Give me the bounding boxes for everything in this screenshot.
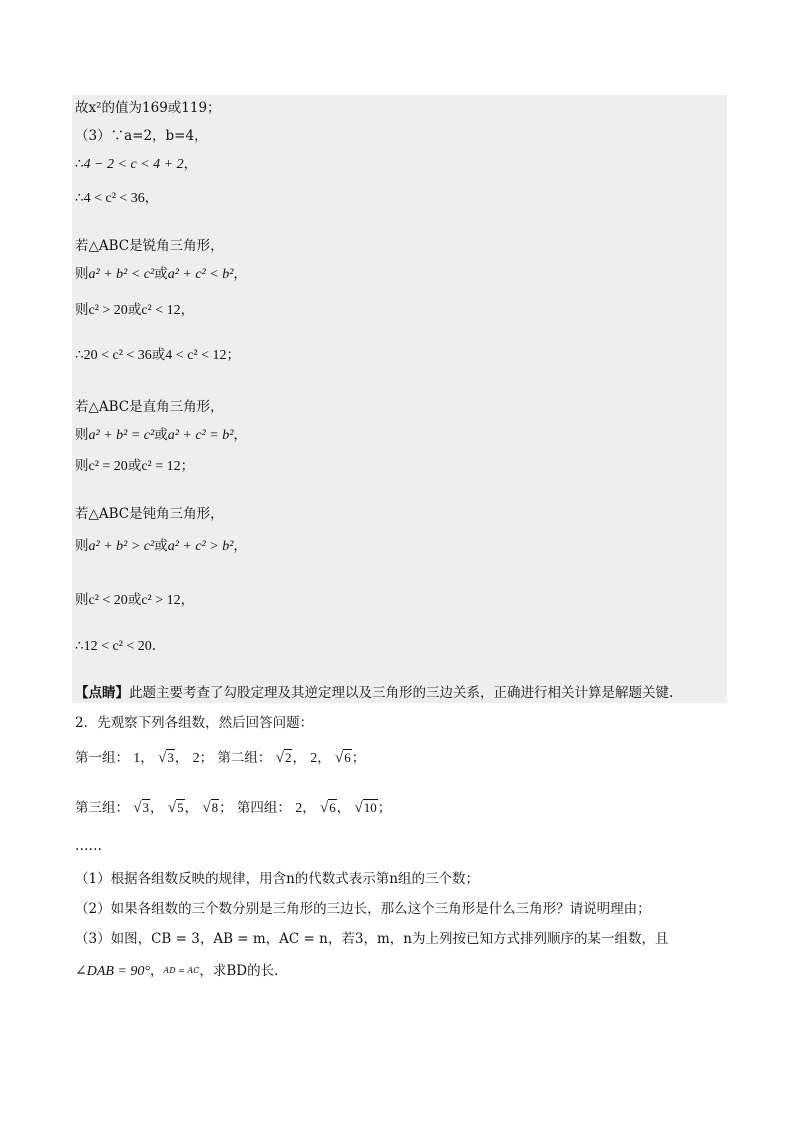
separator: ， [302,800,316,816]
math-expression: 12 < c² < 20 [83,639,152,654]
solution-line-2: （3）∵a=2，b=4， [75,128,208,144]
solution-line-4 [75,188,158,209]
punctuation: ； [226,347,240,363]
therefore-symbol: ∴ [75,190,84,206]
then-label: 则 [75,302,89,318]
math-expression: 4 < c² < 36 [83,191,145,206]
punctuation: . [151,638,157,654]
groups-row-1 [75,748,365,769]
sqrt-expression: √5 [167,800,184,816]
question-3-line-1: （3）如图，CB = 3，AB = m，AC = n，若3，m，n为上列按已知方式排列顺序的某一组数，且 [75,931,669,947]
then-label: 则 [75,427,89,443]
sqrt-expression: √2 [275,750,292,766]
right-case-title: 若△ABC是直角三角形， [75,399,224,415]
small-expression: AD = AC [163,966,200,975]
math-expression: a² + b² = c² [88,428,155,443]
or-label: 或 [151,347,166,363]
groups-row-2 [75,798,391,819]
punctuation: ， [183,156,198,172]
key-point-text: 此题主要考查了勾股定理及其逆定理以及三角形的三边关系，正确进行相关计算是解题关键. [129,685,674,701]
then-label: 则 [75,458,89,474]
right-case-condition [75,425,247,446]
punctuation: ， [144,190,159,206]
math-expression: a² + c² < b² [167,267,234,282]
solution-line-3 [75,154,197,175]
punctuation: ； [180,458,195,474]
therefore-symbol: ∴ [75,638,84,654]
math-expression: a² + b² < c² [88,267,155,282]
question-1: （1）根据各组数反映的规律，用含n的代数式表示第n组的三个数； [75,871,479,887]
problem-2-title: 2．先观察下列各组数，然后回答问题： [75,715,314,731]
acute-case-result [75,345,240,366]
then-label: 则 [75,592,89,608]
math-expression: c² > 12 [141,593,181,608]
separator: ， [184,800,199,816]
question-3-line-2 [75,961,278,983]
or-label: 或 [127,302,142,318]
math-expression: c² < 12 [141,303,181,318]
group-2-label: ； 第二组： [199,750,272,766]
sqrt-expression: √6 [335,750,351,766]
acute-case-then [75,300,194,321]
math-expression: 20 < c² < 36 [83,348,152,363]
math-expression: c² = 20 [88,459,128,474]
group-2-value-b: 2 [310,751,318,766]
math-expression: 4 < c² < 12 [165,348,227,363]
math-expression: c² > 20 [88,303,128,318]
sqrt-expression: √3 [158,750,174,766]
punctuation: ； [377,800,392,816]
separator: ， [292,750,306,766]
right-case-then [75,456,194,477]
or-label: 或 [154,538,168,554]
or-label: 或 [154,266,168,282]
acute-case-title: 若△ABC是锐角三角形， [75,238,224,254]
group-1-label: 第一组： [75,750,129,766]
sqrt-expression: √3 [133,800,150,816]
punctuation: ； [351,750,366,766]
group-1-value-a: 1 [133,751,141,766]
or-label: 或 [127,592,142,608]
group-3-label: 第三组： [75,800,129,816]
sqrt-expression: √10 [354,800,377,816]
math-expression: c² = 12 [141,459,181,474]
punctuation: ， [180,302,195,318]
then-label: 则 [75,538,89,554]
group-4-value-a: 2 [295,801,303,816]
math-expression: a² + b² > c² [88,539,155,554]
separator: ， [140,750,154,766]
therefore-symbol: ∴ [75,347,84,363]
punctuation: ， [233,427,247,443]
separator: ， [336,800,351,816]
key-point-comment [75,683,673,703]
question-2: （2）如果各组数的三个数分别是三角形的三边长，那么这个三角形是什么三角形？请说明理由； [75,901,651,917]
or-label: 或 [127,458,142,474]
obtuse-case-condition [75,536,247,557]
obtuse-case-title: 若△ABC是钝角三角形， [75,506,224,522]
math-expression: a² + c² = b² [167,428,234,443]
math-expression: 4 − 2 < c < 4 + 2 [83,157,184,172]
question-3-text: ，求BD的长. [199,963,279,979]
punctuation: ， [233,266,247,282]
punctuation: ， [233,538,247,554]
sqrt-expression: √6 [319,800,336,816]
therefore-symbol: ∴ [75,156,84,172]
or-label: 或 [154,427,168,443]
solution-line-1: 故x²的值为169或119； [75,100,221,116]
sqrt-expression: √8 [202,800,219,816]
separator: ， [150,963,164,979]
group-1-value-c: 2 [192,751,200,766]
punctuation: ， [180,592,195,608]
obtuse-case-result [75,636,156,657]
math-expression: a² + c² > b² [167,539,234,554]
key-point-tag: 【点睛】 [75,685,129,701]
separator: ， [174,750,189,766]
ellipsis: …… [75,838,102,854]
acute-case-condition [75,264,247,285]
group-4-label: ； 第四组： [219,800,291,816]
separator: ， [150,800,164,816]
math-expression: c² < 20 [88,593,128,608]
obtuse-case-then [75,590,194,611]
separator: ， [317,750,331,766]
then-label: 则 [75,266,89,282]
angle-expression: ∠DAB = 90° [75,964,150,979]
